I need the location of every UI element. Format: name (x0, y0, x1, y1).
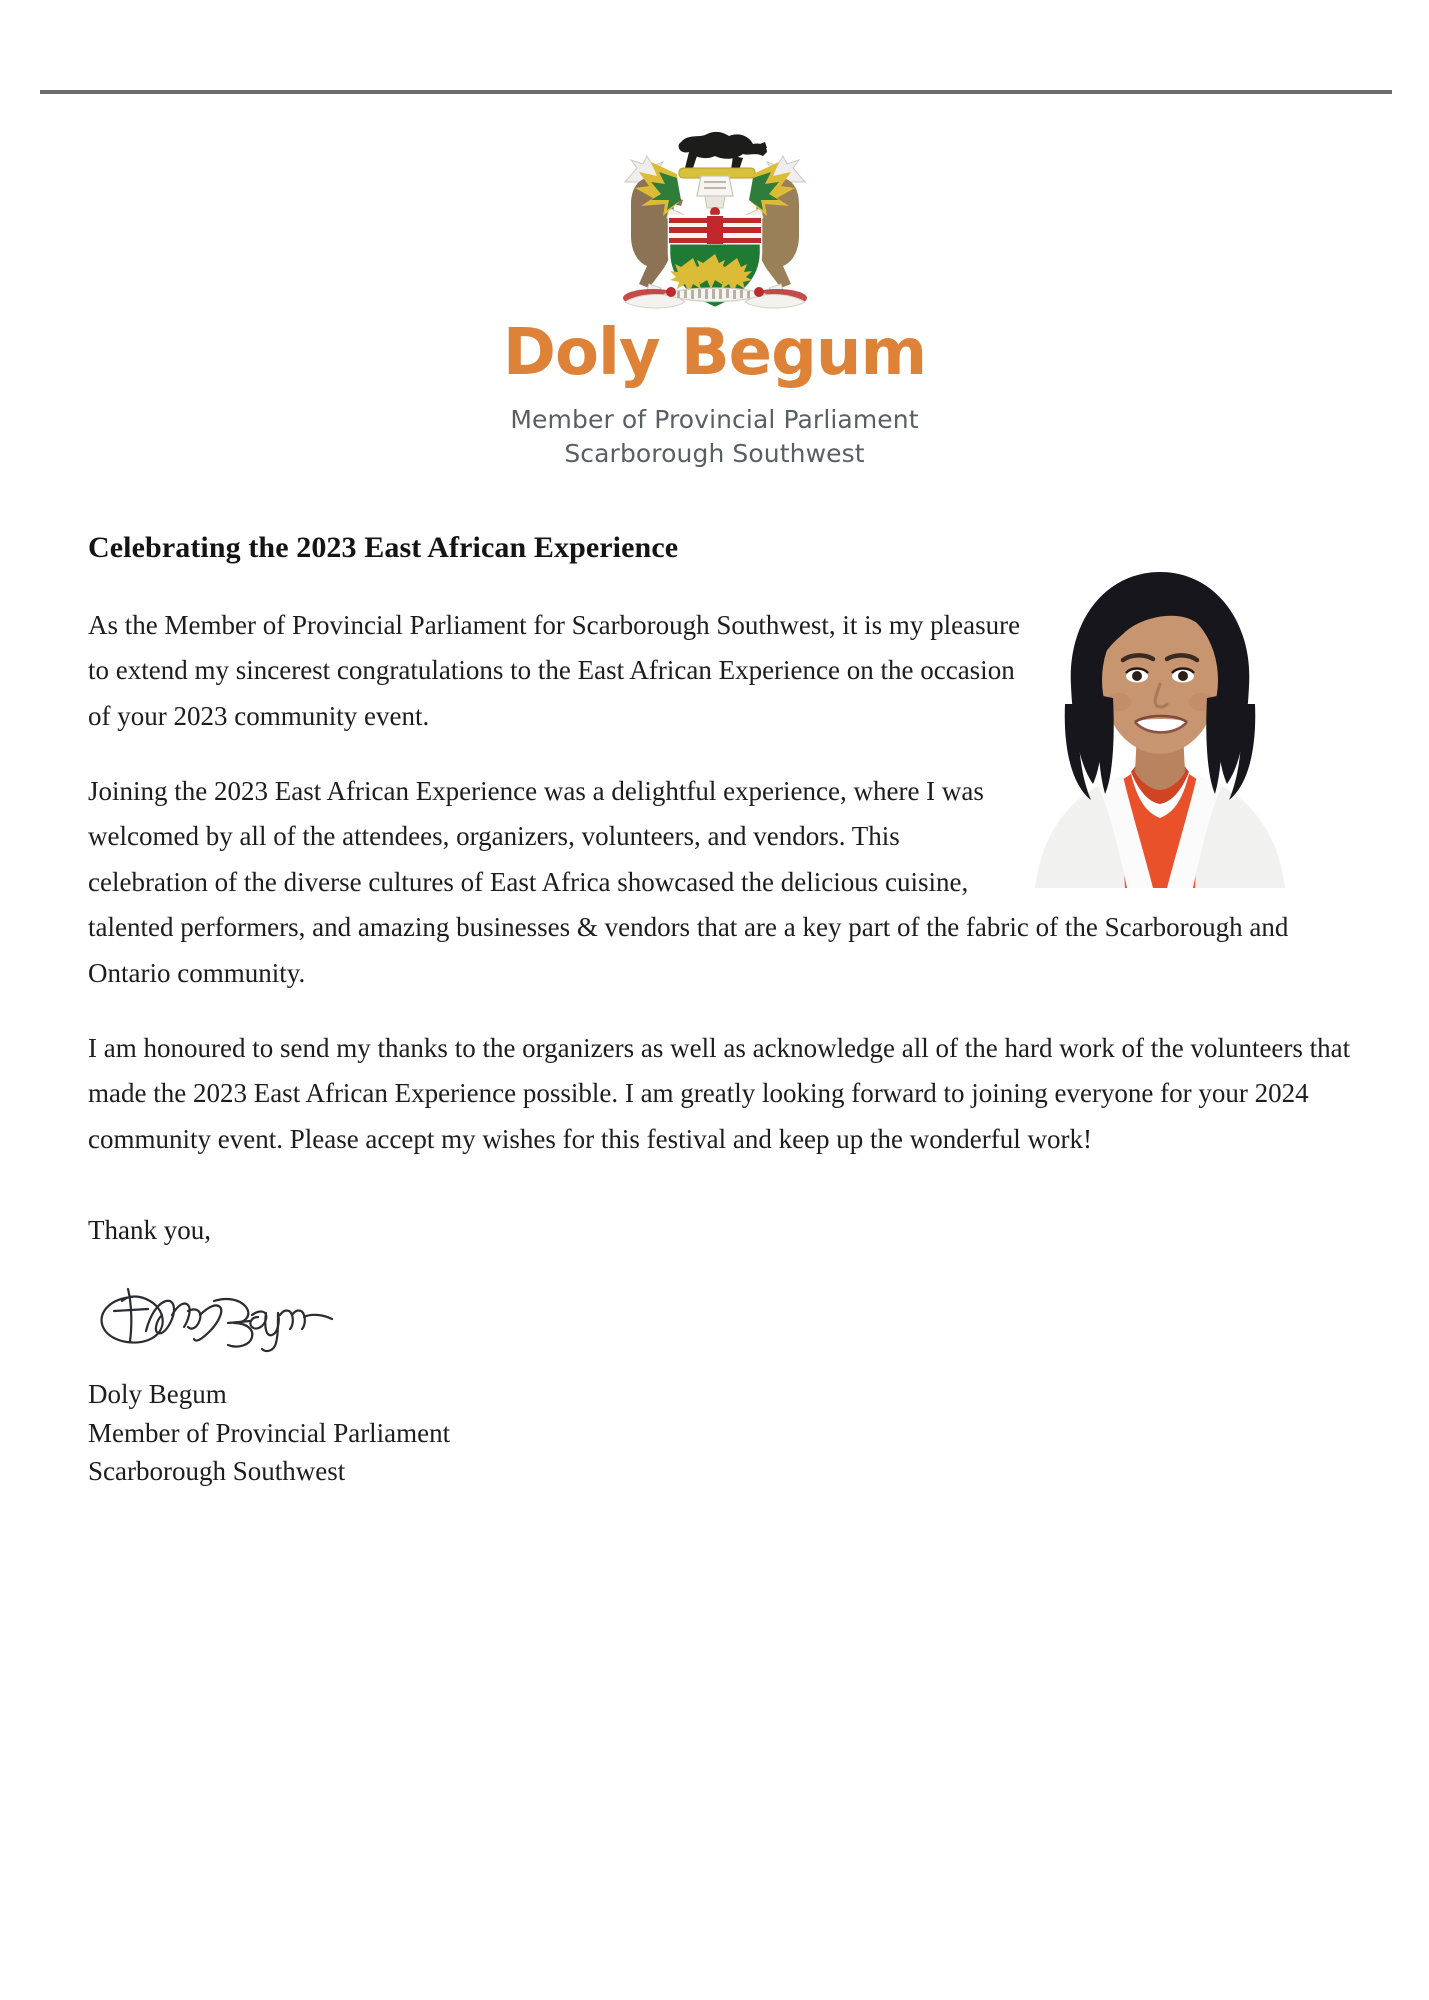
paragraph-3: I am honoured to send my thanks to the organizers as well as acknowledge all of the hard work of the volunteers that made the 2023 East African Experience possible. I am greatly looking forward to joining everyone for your 2024 community event. Please accept my wishes for this festival and keep up the wonderful work! (88, 1032, 1351, 1154)
paragraph-1: As the Member of Provincial Parliament for Scarborough Southwest, it is my pleasure to extend my sincerest congratulations to the East African Experience on the occasion of your 2023 community event. (88, 610, 1021, 731)
signer-title: Member of Provincial Parliament (88, 1417, 451, 1448)
paragraph-2: Joining the 2023 East African Experience was a delightful experience, where I was welcomed by all of the attendees, organizers, volunteers, and vendors. This celebration of the diverse cultures of East Africa showcased the delicious cuisine, talented performers, and amazing businesses & vendors that are a key part of the fabric of the Scarborough and Ontario community. (88, 776, 1289, 988)
ontario-coat-of-arms-icon (565, 112, 865, 324)
signer-riding: Scarborough Southwest (88, 1455, 346, 1486)
letterhead (0, 112, 1429, 471)
header-divider (40, 90, 1392, 94)
letterhead-subtitle-line2: Scarborough Southwest (564, 438, 865, 468)
letterhead-subtitle (0, 403, 1429, 471)
portrait-text-wrap-spacer (1023, 528, 1353, 900)
page-title: Celebrating the 2023 East African Experience (88, 531, 679, 564)
letter-body (88, 528, 1353, 1490)
closing-salutation: Thank you, (88, 1214, 211, 1245)
signer-name: Doly Begum (88, 1379, 227, 1410)
mpp-name: Doly Begum (502, 316, 927, 390)
letterhead-subtitle-line1: Member of Provincial Parliament (510, 405, 919, 435)
signature-block (88, 1375, 1353, 1490)
signature-image (88, 1271, 348, 1363)
